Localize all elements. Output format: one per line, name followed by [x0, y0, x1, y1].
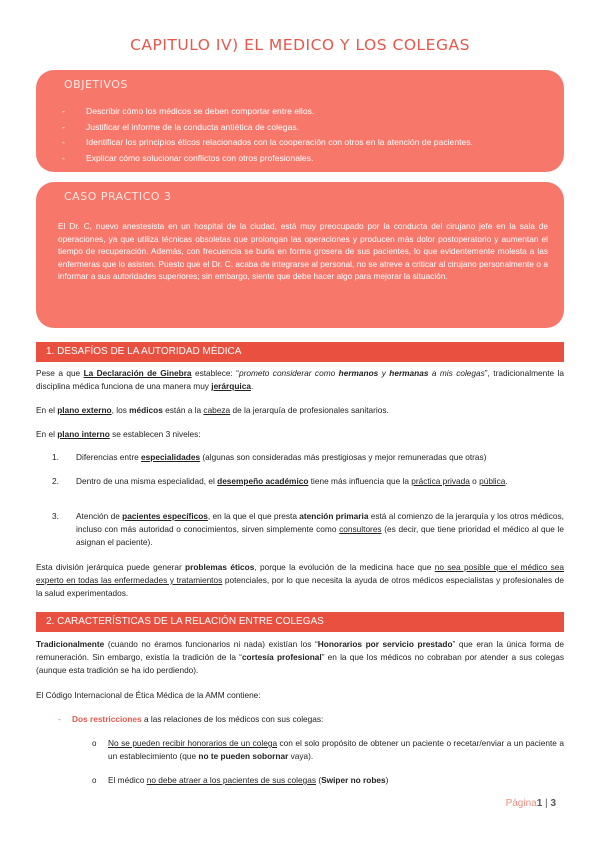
bullet-icon: o	[92, 776, 97, 785]
objetivos-heading: OBJETIVOS	[64, 78, 128, 91]
list-item: Dentro de una misma especialidad, el desempeño académico tiene más influencia que la práctica privada o pública.	[76, 476, 508, 486]
list-item: Diferencias entre especialidades (algunas son consideradas más prestigiosas y mejor remuneradas que otras)	[76, 452, 487, 462]
caso-text: El Dr. C, nuevo anestesista en un hospital de la ciudad, está muy preocupado por la conducta del cirujano jefe en la sala de operaciones, ya que utiliza técnicas obsoletas que prolongan las operaciones y producen más dolor postoperatorio y aumentan el tiempo de recuperación. Además, con frecuencia se burla en forma grosera de sus pacientes, lo que evidentemente molesta a las enfermeras que lo asisten. Puesto que el Dr. C. acaba de integrarse al personal, no se atreve a criticar al cirujano personalmente o a informar a sus autoridades superiores; sin embargo, siente que debe hacer algo para mejorar la situación.	[58, 221, 548, 282]
list-number: 1.	[52, 452, 59, 462]
dash-marker: -	[58, 714, 61, 724]
list-number: 2.	[52, 476, 59, 486]
bullet-icon: o	[92, 739, 97, 748]
objetivos-list	[62, 104, 552, 166]
page-label: Página	[505, 798, 537, 809]
paragraph: El Código Internacional de Ética Médica de la AMM contiene:	[36, 690, 261, 700]
list-item: Atención de pacientes específicos, en la que el que presta atención primaria está al comienzo de la jerarquía y los otros médicos, incluso con más autoridad o conocimientos, sirven simplemente como consultores (es decir, que tiene prioridad el médico al que le asignan el paciente).	[76, 511, 564, 547]
paragraph: Pese a que La Declaración de Ginebra establece: “prometo considerar como hermanos y hermanas a mis colegas”, tradicionalmente la disciplina médica funciona de una manera muy jerárquica.	[36, 368, 565, 391]
list-number: 3.	[52, 511, 59, 521]
caso-practico-box	[36, 182, 564, 328]
section-heading-1: 1. DESAFÍOS DE LA AUTORIDAD MÉDICA	[36, 342, 564, 362]
list-item: Dos restricciones a las relaciones de los médicos con sus colegas:	[72, 714, 324, 724]
section-heading-2: 2. CARACTERÍSTICAS DE LA RELACIÓN ENTRE COLEGAS	[36, 612, 564, 632]
page-separator: |	[542, 798, 551, 809]
paragraph: Tradicionalmente (cuando no éramos funcionarios ni nada) existían los “Honorarios por servicio prestado” que eran la única forma de remuneración. Sin embargo, existía la tradición de la “cortesía profesional” en la que los médicos no cobraban por atender a sus colegas (aunque esta tradición se ha ido perdiendo).	[36, 639, 564, 675]
paragraph: En el plano interno se establecen 3 niveles:	[36, 429, 201, 439]
page-title: CAPITULO IV) EL MEDICO Y LOS COLEGAS	[130, 36, 470, 54]
list-item: No se pueden recibir honorarios de un colega con el solo propósito de obtener un paciente o recetar/enviar a un paciente a un establecimiento (que no te pueden sobornar vaya).	[108, 738, 564, 761]
paragraph: Esta división jerárquica puede generar problemas éticos, porque la evolución de la medicina hace que no sea posible que el médico sea experto en todas las enfermedades y tratamientos potenciales, por lo que necesita la ayuda de otros médicos especialistas y profesionales de la salud experimentados.	[36, 562, 565, 598]
list-item: - Describir cómo los médicos se deben comportar entre ellos.	[62, 106, 315, 116]
page-total: 3	[550, 798, 556, 809]
page-number: 1	[536, 798, 543, 809]
paragraph: En el plano externo, los médicos están a la cabeza de la jerarquía de profesionales sanitarios.	[36, 405, 389, 415]
list-item: El médico no debe atraer a los pacientes de sus colegas (Swiper no robes)	[108, 775, 389, 785]
page-footer	[506, 798, 556, 809]
list-item: - Identificar los principios éticos relacionados con la cooperación con otros en la atención de pacientes.	[62, 137, 473, 147]
list-item: - Justificar el informe de la conducta antiética de colegas.	[62, 121, 300, 132]
caso-heading: CASO PRACTICO 3	[64, 190, 172, 203]
objetivos-box	[36, 70, 564, 172]
list-item: - Explicar cómo solucionar conflictos con otros profesionales.	[62, 152, 314, 163]
